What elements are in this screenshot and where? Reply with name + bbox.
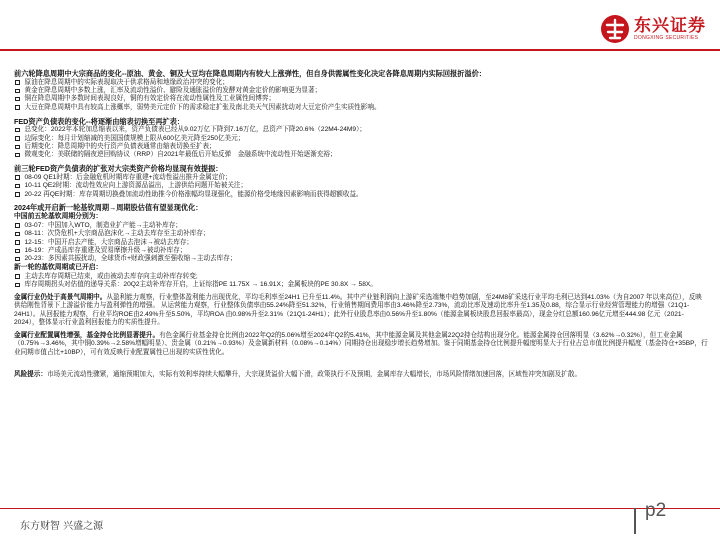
bullet-item: 20-23：多因素共振扰动，全球货币+财政强刺激至强收缩→主动去库存； [14, 255, 708, 263]
paragraph-fund-holdings [14, 332, 708, 357]
page-number-separator [634, 508, 636, 534]
checkbox-bullet-icon [15, 184, 20, 189]
checkbox-bullet-icon [15, 232, 20, 237]
header-divider [0, 49, 720, 51]
brand-logo-icon [600, 14, 630, 44]
bullet-item: 主动去库存周期已结束，或由被动去库存向主动补库存转变; [14, 273, 708, 281]
risk-warning-lead: 风险提示： [14, 371, 47, 379]
checkbox-bullet-icon [15, 192, 20, 197]
checkbox-bullet-icon [15, 274, 20, 279]
checkbox-bullet-icon [15, 249, 20, 254]
checkbox-bullet-icon [15, 223, 20, 228]
bullet-item: 微观变化：美联储的隔夜逆回购协议（RRP）自2021年最低后开始反弹 金融系统中流动性开始逐渐充裕； [14, 151, 708, 159]
bullet-item: 后期变化：降息周期中的央行资产负债表通常由缩表切换至扩表； [14, 143, 708, 151]
section-heading: 前三轮FED资产负债表的扩张对大宗类资产价格均显现有效提振： [14, 164, 223, 174]
checkbox-bullet-icon [15, 283, 20, 288]
bullet-item: 边际变化：每月计划缩减的美国国债规模上限从600亿美元降至250亿美元； [14, 135, 708, 143]
checkbox-bullet-icon [15, 136, 20, 141]
brand-name-en: DONGXING SECURITIES [634, 34, 699, 41]
bullet-item: 08-11：次贷危机+大宗商品泡沫化→主动去库存至主动补库存； [14, 230, 708, 238]
section-fed-expansion [14, 164, 708, 199]
paragraph-body: 有色金属行业基金持仓比例由2022年Q2的5.06%增至2024年Q2的5.41%，其中能源金属及其他金属22Q2持仓结构出现分化。能源金属持仓回落明显（3.62%→0.32%），但工业金属（0.75%→3.46%，其中铜0.39%→2.58%增幅明显）、贵金属（0.21%→0.93%）及金属新材料（0.08%→0.14%）同期持仓出现稳步增长趋势增加。鉴于同期基金持仓比例提升幅度明显大于行业占总市值比例提升幅度（基金持仓+35BP，行业同期市值占比+10BP），可有效反映行业配置属性已出现的实质性优化。 [14, 332, 708, 356]
checkbox-bullet-icon [15, 105, 20, 110]
checkbox-bullet-icon [15, 153, 20, 158]
paragraph-lead: 金属行业配置属性增强，基金持仓比例显著提升。 [14, 332, 160, 340]
bullet-item: 大豆在降息周期中具有较高上涨概率，弱势美元定价下的需求稳定扩张及南北美天气因素扰动对大豆定价产生实质性影响。 [14, 104, 708, 112]
risk-warning-body: 市场美元流动性骤紧，通缩预期加大，实际有效利率持续大幅攀升，大宗现货溢价大幅下滑，政策执行不及预期，金属库存大幅增长，市场风险情绪加速回落，区域性冲突加剧及扩散。 [46, 371, 582, 379]
bullet-item: 10-11 QE2时期：流动性效应向上游资源品溢出，上游供给问题开始被关注； [14, 182, 708, 190]
checkbox-bullet-icon [15, 175, 20, 180]
bullet-item: 08-09 QE1时期：后金融危机时期库存重建+流动性溢出推升金属定价； [14, 174, 708, 182]
risk-warning [14, 371, 708, 379]
footer-tagline: 东方财智 兴盛之源 [20, 521, 104, 532]
bullet-item: 12-15：中国开启去产能，大宗商品去泡沫→被动去库存； [14, 239, 708, 247]
checkbox-bullet-icon [15, 257, 20, 262]
brand-name: 东兴证券 [634, 15, 706, 35]
paragraph-prosperity [14, 294, 708, 328]
checkbox-bullet-icon [15, 97, 20, 102]
page-number: p2 [645, 500, 667, 521]
bullet-item: 铜在降息周期中多数时间表现良好，铜的有效定价将在流动性属性及工业属性间博弈； [14, 95, 708, 103]
bullet-item: 库存周期拐头对估值的递导关系：20Q2主动补库存开启，上证综指PE 11.75X → 16.91X；金属板块的PE 30.8X → 58X。 [14, 281, 708, 289]
bullet-item: 黄金在降息周期中多数上涨，汇率及流动性溢价、避险及通胀溢价的发酵对黄金定价的影响更为显著； [14, 87, 708, 95]
bullet-item: 20-22 再QE时期：库存周期切换叠加流动性助推今价格涨幅均显现强化，能源价格受地缘因素影响而获得超额收益。 [14, 191, 708, 199]
subsection-heading: 中国前五轮基钦周期分别为： [14, 212, 103, 220]
checkbox-bullet-icon [15, 128, 20, 133]
section-heading: 2024年或开启新一轮基钦周期→周期股估值有望显现优化： [14, 203, 203, 213]
section-fed-balance-sheet [14, 117, 708, 160]
paragraph-lead: 金属行业仍处于高景气周期中。 [14, 293, 107, 301]
section-heading: FED资产负债表的变化--将逐渐由缩表切换至再扩表： [14, 116, 185, 126]
page-header [0, 0, 720, 60]
paragraph-body: 从盈利能力观察，行业整体盈利能力出现优化，平均毛利率至24H1 已升至11.4%。其中产业链利润向上游矿采选端集中趋势加剧，至24M8矿采选行业平均毛利已达到41.03%（为自2007 年以来高位），反映供给刚性背景下上游溢价能力与盈利弹性的增强。 从运营能力观察，行业整体负债率由55.24%降至51.32%，行业销售期间费用率由3.46%降至2.73%，流动比率及速动比率升至1.35及0.88，综合显示行业经营管理能力的增强（21Q1-24H1）。从回报能力观察，行业平均ROE由2.49%升至5.50%，平均ROA 由0.98%升至2.31%（21Q1-24H1）；此外行业股息率由0.56%升至1.80%（能源金属板块股息回报率最高），现金分红总额160.96亿元增至444.98 亿元（2021-2024），整体显示行业盈利回报能力的实质性提升。 [14, 293, 702, 327]
bullet-item: 03-07：中国加入WTO，制造业扩产能→主动补库存； [14, 222, 708, 230]
section-kitchin-cycle [14, 203, 708, 289]
subsection-heading: 新一轮的基钦周期或已开启： [14, 263, 103, 271]
bullet-item: 16-19：产成品库存重建及贸易摩擦升级→被动补库存； [14, 247, 708, 255]
brand-logo [600, 14, 706, 44]
checkbox-bullet-icon [15, 240, 20, 245]
section-heading: 前六轮降息周期中大宗商品的变化--原油、黄金、铜及大豆均在降息周期内有较大上涨弹性，但自身供需属性变化决定各降息周期内实际回报折溢价： [14, 69, 486, 78]
checkbox-bullet-icon [15, 89, 20, 94]
footer-divider [0, 508, 720, 509]
report-body [14, 69, 708, 384]
checkbox-bullet-icon [15, 80, 20, 85]
bullet-item: 总变化：2022年本轮加息缩表以来，资产负债表已经从9.02万亿下降到7.16万亿，总资产下降20.6%（22M4-24M9）； [14, 126, 708, 134]
section-commodities [14, 69, 708, 112]
checkbox-bullet-icon [15, 145, 20, 150]
bullet-item: 原油在降息周期中的实际表现取决于供求格局和地缘政治冲突的变化； [14, 79, 708, 87]
